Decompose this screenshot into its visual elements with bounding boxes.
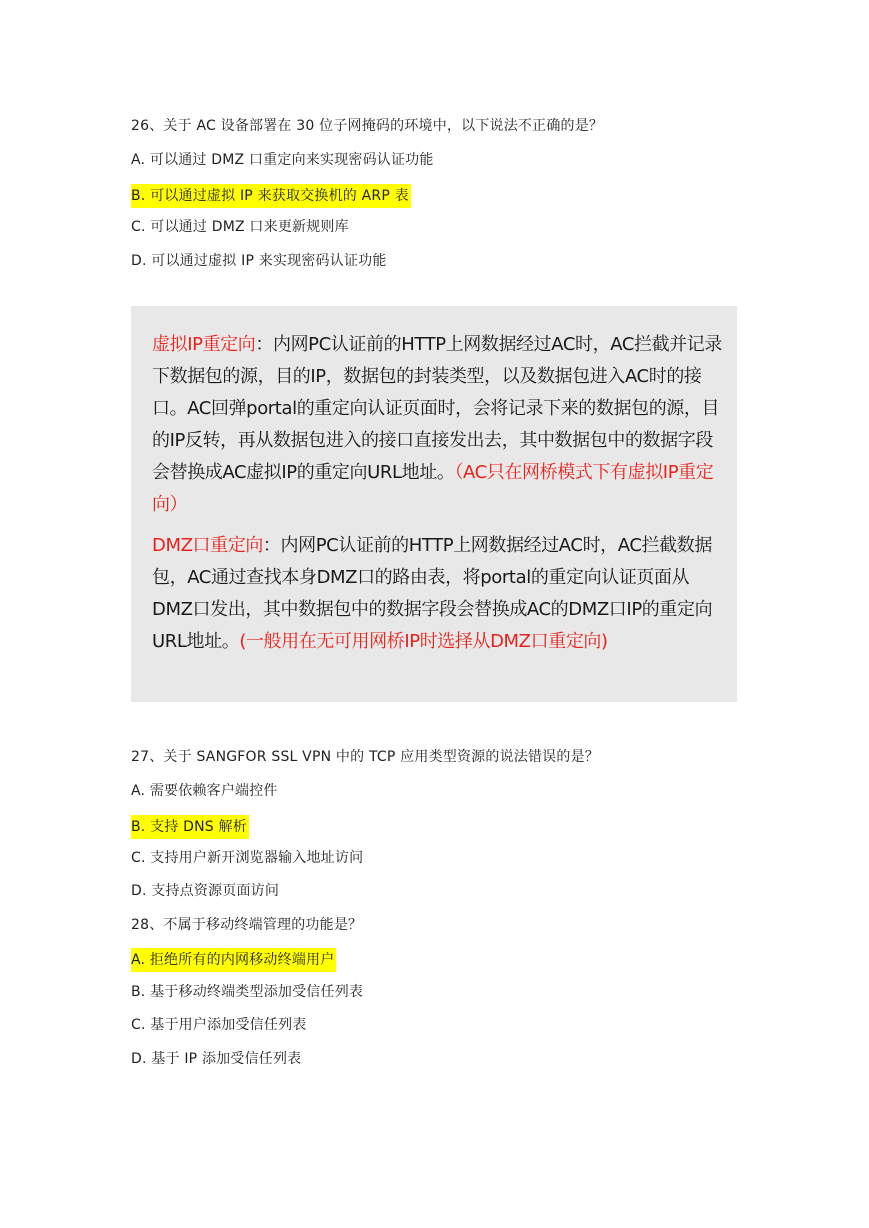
q26-option-a: A. 可以通过 DMZ 口重定向来实现密码认证功能: [131, 152, 434, 168]
virtual-ip-redirect-body: ：内网PC认证前的HTTP上网数据经过AC时，AC拦截并记录下数据包的源，目的IP，数据包的封装类型，以及数据包进入AC时的接口。AC回弹portal的重定向认证页面时，会将记录下来的数据包的源，目的IP反转，再从数据包进入的接口直接发出去，其中数据包中的数据字段会替换成AC虚拟IP的重定向URL地址。: [152, 334, 722, 483]
q27-option-a: A. 需要依赖客户端控件: [131, 783, 278, 799]
q28-option-a-highlight: A. 拒绝所有的内网移动终端用户: [131, 948, 336, 972]
dmz-redirect-title: DMZ口重定向: [152, 535, 263, 556]
q28-option-a: [131, 948, 336, 972]
virtual-ip-redirect-note: （AC只在网桥模式下有虚拟IP重定向）: [152, 462, 714, 515]
q28-option-d: D. 基于 IP 添加受信任列表: [131, 1051, 302, 1067]
q27-option-d: D. 支持点资源页面访问: [131, 883, 280, 899]
q26-option-b: [131, 184, 411, 208]
q27-option-b: [131, 815, 249, 839]
q28-option-b: B. 基于移动终端类型添加受信任列表: [131, 984, 364, 1000]
question-27: 27、关于 SANGFOR SSL VPN 中的 TCP 应用类型资源的说法错误的是？: [131, 749, 599, 765]
q26-option-c: C. 可以通过 DMZ 口来更新规则库: [131, 219, 349, 235]
q26-option-d: D. 可以通过虚拟 IP 来实现密码认证功能: [131, 253, 387, 269]
q28-option-c: C. 基于用户添加受信任列表: [131, 1017, 307, 1033]
question-26: 26、关于 AC 设备部署在 30 位子网掩码的环境中，以下说法不正确的是？: [131, 118, 604, 134]
q27-option-c: C. 支持用户新开浏览器输入地址访问: [131, 850, 364, 866]
q27-option-b-highlight: B. 支持 DNS 解析: [131, 815, 249, 839]
virtual-ip-redirect-paragraph: [152, 329, 727, 521]
q26-option-b-highlight: B. 可以通过虚拟 IP 来获取交换机的 ARP 表: [131, 184, 411, 208]
dmz-redirect-paragraph: [152, 530, 727, 658]
explanation-note-box: [131, 306, 737, 702]
dmz-redirect-body: ：内网PC认证前的HTTP上网数据经过AC时，AC拦截数据包，AC通过查找本身DMZ口的路由表，将portal的重定向认证页面从DMZ口发出，其中数据包中的数据字段会替换成AC的DMZ口IP的重定向URL地址。: [152, 535, 713, 652]
dmz-redirect-note: (一般用在无可用网桥IP时选择从DMZ口重定向): [239, 631, 608, 652]
question-28: 28、不属于移动终端管理的功能是？: [131, 917, 363, 933]
virtual-ip-redirect-title: 虚拟IP重定向: [152, 334, 256, 355]
